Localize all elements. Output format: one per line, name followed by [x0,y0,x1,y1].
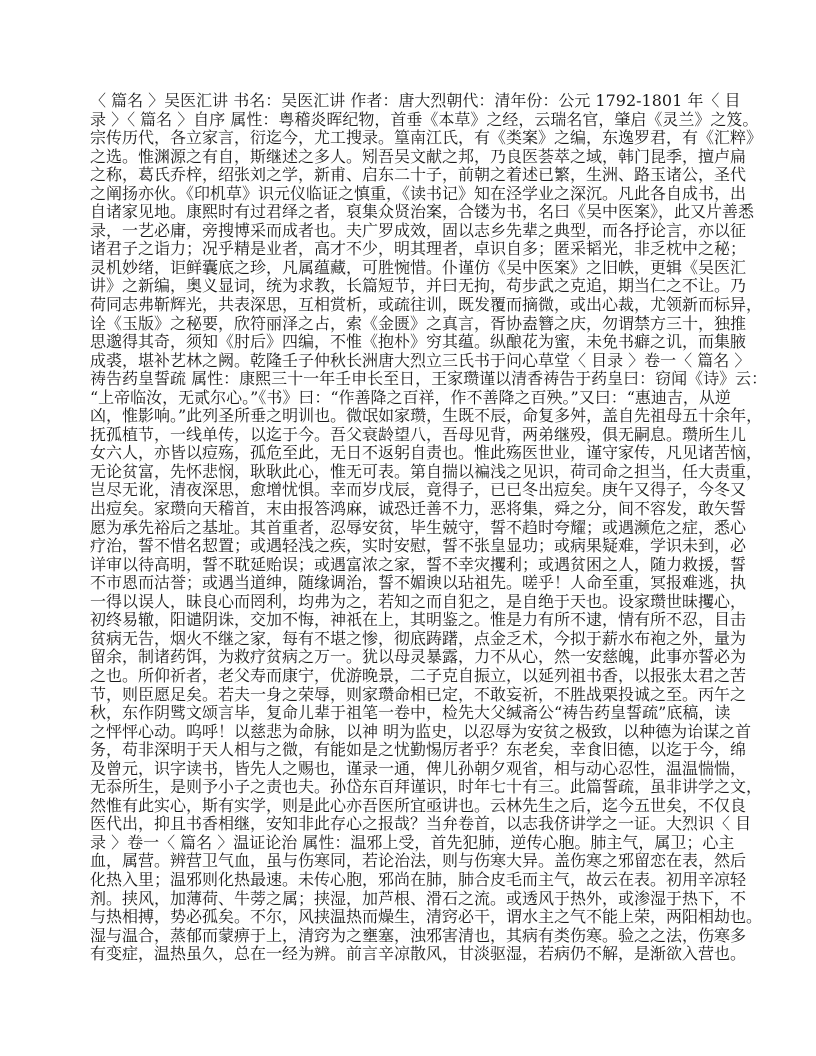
text-line: 岂尽无讹，清夜深思，愈增忧惧。幸而岁戊辰，竟得子，已已冬出痘矣。庚午又得子，今冬又 [90,480,747,500]
text-line: 录，一艺必庸，旁搜博采而成者也。夫广罗成效，固以志乡先辈之典型，而各抒论言，亦以征 [90,220,747,240]
text-line: 抚孤植节，一线单传，以迄于今。吾父衰龄望八，吾母见背，两弟继殁，俱无嗣息。瓒所生儿 [90,424,747,444]
text-line: 初终易辙，阳谴阴诛，交加不悔，神祇在上，其明鉴之。惟是力有所不逮，情有所不忍，目击 [90,610,747,630]
text-line: 之怦怦心动。呜呼！以慈悲为命脉，以神 明为监史，以忍辱为安贫之极致，以种德为诒谋之首 [90,721,752,741]
text-line: 留余，制诸药饵，为救疗贫病之万一。犹以母灵暴露，力不从心，然一安慈魄，此事亦誓必为 [90,647,747,667]
text-line: 秋，东作阴骘文颂言毕，复命儿辈于祖笔一卷中，检先大父缄斋公“祷告药皇誓疏”底稿，读 [90,703,731,723]
text-line: 宗传历代，各立家言，衍迄今，尤工搜录。篁南江氏，有《类案》之编，东逸罗君，有《汇粹》 [90,128,763,148]
text-line: 荷同志弗靳辉光，共表深思，互相赏析，或疏往训，既发覆而摘微，或出心裁，尤领新而标异， [90,295,763,315]
text-line: 有变症，温热虽久，总在一经为辨。前言辛凉散风，甘淡驱湿，若病仍不解，是渐欲入营也。 [90,944,747,964]
text-line: 化热入里；温邪则化热最速。未传心胞，邪尚在肺，肺合皮毛而主气，故云在表。初用辛凉轻 [90,869,747,889]
text-line: 凶，惟影响。”此列圣所垂之明训也。微氓如家瓒，生既不辰，命复多舛，盖自先祖母五十余年， [90,406,763,426]
text-line: 讲》之新编，奥义显词，统为求教，长篇短节，并曰无拘，苟步武之克追，期当仁之不让。乃 [90,276,747,296]
text-line: 然惟有此实心，斯有实学，则是此心亦吾医所宜亟讲也。云林先生之后，迄今五世矣，不仅良 [90,795,747,815]
text-line: 祷告药皇誓疏 属性：康熙三十一年壬申长至日，王家瓒谨以清香祷告于药皇曰：窃闻《诗》云： [90,369,768,389]
text-line: 之也。所仰祈者，老父寿而康宁，优游晚景，二子克自振立，以延列祖书香，以报张太君之苦 [90,665,747,685]
text-line: 详审以待高明，誓不耽延贻误；或遇富浓之家，誓不幸灾攫利；或遇贫困之人，随力救援，誓 [90,554,747,574]
text-line: 节，则臣愿足矣。若夫一身之荣辱，则家瓒命相已定，不敢妄祈，不胜战栗投诚之至。丙午之 [90,684,747,704]
text-line: 无论贫富，先怀悲悯，耿耿此心，惟无可表。第自揣以褊浅之见识，荷司命之担当，任大责重， [90,461,763,481]
text-line: 贫病无告，烟火不继之家，每有不堪之惨，彻底踌躇，点金乏术，今拟于薪水布袍之外，量为 [90,628,747,648]
text-line: 灵机妙绪，讵鲜囊底之珍，凡属蕴藏，可胜惋惜。仆谨仿《吴中医案》之旧帙，更辑《吴医汇 [90,257,747,277]
text-line: 诸君子之诣力；况乎精是业者，高才不少，明其理者，卓识自多；匿采韬光，非乏枕中之秘； [90,239,747,259]
text-line: 女六人，亦皆以痘殇，孤危至此，无日不返躬自责也。惟此殇医世业，谨守家传，凡见诸苦恼， [90,443,763,463]
document-body [90,91,768,964]
text-line: 血，属营。辨营卫气血，虽与伤寒同，若论治法，则与伤寒大异。盖伤寒之邪留恋在表，然后 [90,851,747,871]
text-line: 剂。挟风，加薄荷、牛蒡之属；挟湿，加芦根、滑石之流。或透风于热外，或渗湿于热下，不 [90,888,747,908]
text-line: 成裘，堪补艺林之阙。乾隆壬子仲秋长洲唐大烈立三氏书于问心草堂〈 目录 〉卷一〈 篇名 〉 [90,350,751,370]
text-line: 无忝所生，是则予小子之责也夫。孙岱东百拜谨识，时年七十有三。此篇誓疏，虽非讲学之文， [90,777,763,797]
text-line: 思邈得其奇，须知《肘后》四编，不惟《抱朴》穷其蕴。纵酿花为蜜，未免书癖之讥，而集腋 [90,332,747,352]
text-line: 录 〉卷一〈 篇名 〉温证论治 属性：温邪上受，首先犯肺，逆传心胞。肺主气，属卫；心主 [90,832,735,852]
text-line: 之称，葛氏乔梓，绍张刘之学，新甫、启东二十子，前朝之着述已繁，生洲、路玉诸公，圣代 [90,165,747,185]
text-line: 出痘矣。家瓒向天稽首，末由报答鸿麻，诚恐迁善不力，恶将集，舜之分，间不容发，敢矢誓 [90,499,747,519]
text-line: 湿与温合，蒸郁而蒙痹于上，清窍为之壅塞，浊邪害清也，其病有类伤寒。验之之法，伤寒多 [90,925,747,945]
text-line: “上帝临汝，无贰尔心。”《书》曰：“作善降之百祥，作不善降之百殃。”又曰：“惠迪吉，从逆 [90,387,731,407]
text-line: 自诸家见地。康熙时有过君绎之者，裒集众贤治案，合镂为书，名曰《吴中医案》，此又片善悉 [90,202,755,222]
text-line: 疗治，誓不惜名恝置；或遇轻浅之疾，实时安慰，誓不张皇显功；或病果疑难，学识未到，必 [90,536,747,556]
text-line: 之选。惟渊源之有自，斯继述之多人。矧吾吴文献之邦，乃良医荟萃之域，韩门昆季，擅卢扁 [90,146,747,166]
text-line: 之阐扬亦伙。《印机草》识元仪临证之慎重，《读书记》知在泾学业之深沉。凡此各自成书，出 [90,183,747,203]
text-line: 务，苟非深明于天人相与之微，有能如是之忧勤惕厉者乎？东老矣，幸食旧德，以迄于今，绵 [90,740,747,760]
text-line: 诠《玉版》之秘要，欣符丽泽之占，索《金匮》之真言，胥协盍簪之庆，勿谓禁方三十，独推 [90,313,747,333]
text-line: 愿为承先裕后之基址。其首重者，忍辱安贫，毕生兢守，誓不趋时夸耀；或遇濒危之症，悉心 [90,517,747,537]
text-line: 与热相搏，势必孤矣。不尔，风挟温热而燥生，清窍必干，谓水主之气不能上荣，两阳相劫也。 [90,907,763,927]
text-line: 医代出，抑且书香相继，安知非此存心之报哉？当弁卷首，以志我侪讲学之一证。大烈识〈 目 [90,814,752,834]
text-line: 及曾元，识字读书，皆先人之赐也，谨录一通，俾儿孙朝夕观省，相与动心忍性，温温惴惴， [90,758,747,778]
text-line: 录 〉〈 篇名 〉自序 属性：粤稽炎晖纪物，首垂《本草》之经，云瑞名官，肇启《灵兰》之笈。 [90,109,759,129]
text-line: 〈 篇名 〉吴医汇讲 书名：吴医汇讲 作者：唐大烈朝代：清年份：公元 1792-1801 年〈 目 [90,91,741,110]
text-line: 不市恩而沽誉；或遇当道绅，随缘调治，誓不媚谀以玷祖先。嗟乎！人命至重，冥报难逃，执 [90,573,747,593]
text-line: 一得以误人，昧良心而罔利，均弗为之，若知之而自犯之，是自绝于天也。设家瓒世昧攫心， [90,591,747,611]
